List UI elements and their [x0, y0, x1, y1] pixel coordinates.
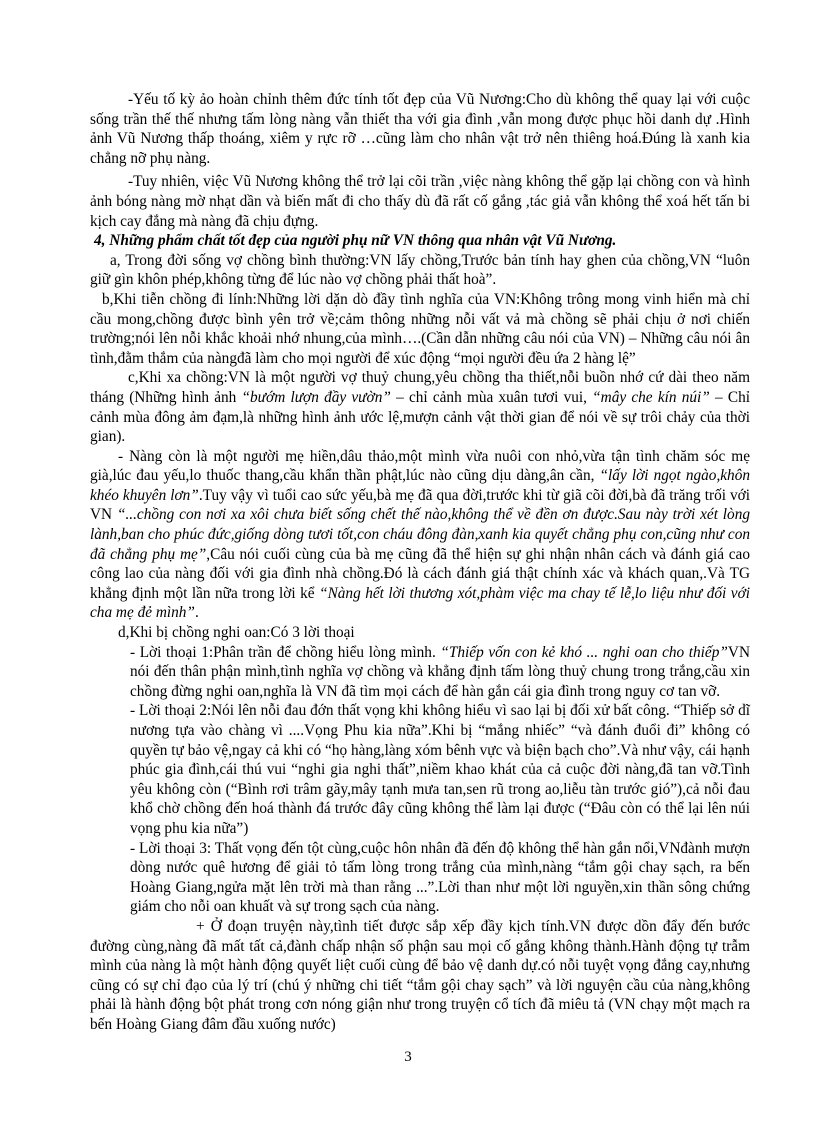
text-run: VN nói đến thân phận mình,tình nghĩa vợ chồng và khẳng định tấm lòng thuỷ chung trong trắng,cầu xin chồng đừng nghi oan,nghĩa là VN đã tìm mọi cách để hàn gắn cái gia đình trong nguy cơ tan vỡ.	[130, 643, 750, 700]
text-run: c,Khi xa chồng:VN là một người vợ thuỷ chung,yêu chồng tha thiết,nỗi buồn nhớ cứ dài theo năm tháng (Những hình ảnh	[90, 369, 750, 406]
paragraph-supernatural-element: -Yếu tố kỳ ảo hoàn chỉnh thêm đức tính tốt đẹp của Vũ Nương:Cho dù không thể quay lại với cuộc sống trần thế thế nhưng tấm lòng nàng vẫn thiết tha với gia đình ,vẫn mong được phục hồi danh dự .Hình ảnh Vũ Nương thấp thoáng, xiêm y rực rỡ …cũng làm cho nhân vật trở nên thiêng hoá.Đúng là xanh kia chẳng nỡ phụ nàng.	[90, 91, 750, 167]
paragraph-dialogue-1	[90, 643, 750, 702]
text-run: .Tuy vậy vì tuổi cao sức yếu,bà mẹ đã qua đời,trước khi từ giã cõi đời,bà đã trăng trối với VN	[90, 486, 750, 524]
paragraph-good-mother	[90, 447, 750, 623]
quote-sweet-words: “lấy lời ngọt ngào,khôn khéo khuyên lơn”	[90, 467, 751, 504]
paragraph-dialogue-2: - Lời thoại 2:Nói lên nỗi đau đớn thất vọng khi không hiểu vì sao lại bị đối xử bất công. “Thiếp sở dĩ nương tựa vào chàng vì ....Vọng Phu kia nữa”.Khi bị “mắng nhiếc” “và đánh đuổi đi” không có quyền tự bảo vệ,ngay cả khi có “họ hàng,làng xóm bênh vực và biện bạch cho”.Và như vậy, cái hạnh phúc gia đình,cái thú vui “nghi gia nghi thất”,niềm khao khát của cả cuộc đời nàng,đã tan vỡ.Tình yêu không còn (“Bình rơi trâm gãy,mây tạnh mưa tan,sen rũ trong ao,liễu tàn trước gió”),cả nỗi đau khổ chờ chồng đến hoá thành đá trước đây cũng không thể làm lại được (“Đâu còn có thể lại lên núi vọng phu kia nữa”)	[130, 702, 750, 837]
paragraph-wrongly-accused: d,Khi bị chồng nghi oan:Có 3 lời thoại	[118, 624, 355, 642]
quote-butterflies: “bướm lượn đầy vườn”	[241, 388, 391, 406]
page-number: 3	[404, 1049, 412, 1065]
quote-dialogue-1: “Thiếp vốn con kẻ khó ... nghi oan cho thiếp”	[440, 643, 728, 661]
paragraph-dialogue-3: - Lời thoại 3: Thất vọng đến tột cùng,cuộc hôn nhân đã đến độ không thể hàn gắn nổi,VNđành mượn dòng nước quê hương để giải tỏ tấm lòng trong trắng của mình,nàng “tắm gội chay sạch, ra bến Hoàng Giang,ngửa mặt lên trời mà than rằng ...”.Lời than như một lời nguyền,xin thần sông chứng giám cho nỗi oan khuất và sự trong sạch của nàng.	[130, 839, 750, 916]
paragraph-analysis: + Ở đoạn truyện này,tình tiết được sắp xếp đầy kịch tính.VN được dồn đẩy đến bước đường cùng,nàng đã mất tất cả,đành chấp nhận số phận sau mọi cố gắng không thành.Hành động tự trẫm mình của nàng là một hành động quyết liệt cuối cùng để bảo vệ danh dự.có nỗi tuyệt vọng đắng cay,nhưng cũng có sự chỉ đạo của lý trí (chú ý những chi tiết “tắm gội chay sạch” và lời nguyện cầu của nàng,không phải là hành động bột phát trong cơn nóng giận như trong truyện cổ tích đã miêu tả (VN chạy một mạch ra bến Hoàng Giang đâm đầu xuống nước)	[90, 917, 750, 1033]
text-run: ,Câu nói cuối cùng của bà mẹ cũng đã thể hiện sự ghi nhận nhân cách và đánh giá cao công lao của nàng đối với gia đình nhà chồng.Đó là cách đánh giá thật chính xác và khách quan,.Và TG khẳng định một lần nữa trong lời kể	[90, 545, 750, 602]
quote-mother-last-words: “...chồng con nơi xa xôi chưa biết sống chết thế nào,không thể về đền ơn được.Sau này trời xét lòng lành,ban cho phúc đức,giống dòng tươi tốt,con cháu đông đàn,xanh kia quyết chẳng phụ con,cũng như con đã chẳng phụ mẹ”	[90, 506, 750, 563]
quote-clouds: “mây che kín núi”	[592, 388, 710, 406]
quote-funeral: “Nàng hết lời thương xót,phàm việc ma chay tế lễ,lo liệu như đối với cha mẹ đẻ mình”	[90, 584, 751, 622]
text-run: - Nàng còn là một người mẹ hiền,dâu thảo,một mình vừa nuôi con nhỏ,vừa tận tình chăm sóc mẹ già,lúc đau yếu,lo thuốc thang,cầu khẩn thần phật,lúc nào cũng dịu dàng,ân cần,	[90, 447, 750, 485]
text-run: .	[194, 604, 199, 622]
text-run: - Lời thoại 1:Phân trần để chồng hiểu lòng mình.	[130, 643, 441, 661]
paragraph-missing-husband	[90, 368, 750, 446]
text-run: – Chỉ cảnh mùa đông ảm đạm,là những hình ảnh ước lệ,mượn cảnh vật thời gian để nói về sự trôi chảy của thời gian).	[90, 388, 750, 446]
paragraph-tragedy-remains: -Tuy nhiên, việc Vũ Nương không thể trở lại cõi trần ,việc nàng không thể gặp lại chồng con và hình ảnh bóng nàng mờ nhạt dần và biến mất đi cho thấy dù đã rất cố gắng ,tác giả vẫn không thể xoá hết tấn bi kịch cay đắng mà nàng đã chịu đựng.	[90, 173, 750, 230]
text-run: – chỉ cảnh mùa xuân tươi vui,	[390, 388, 593, 406]
paragraph-married-life: a, Trong đời sống vợ chồng bình thường:VN lấy chồng,Trước bản tính hay ghen của chồng,VN “luôn giữ gìn khôn phép,không từng để lúc nào vợ chồng phải thất hoà”.	[90, 251, 750, 289]
paragraph-farewell: b,Khi tiễn chồng đi lính:Những lời dặn dò đầy tình nghĩa của VN:Không trông mong vinh hiển mà chỉ cầu mong,chồng được bình yên trở về;cảm thông những nỗi vất vả mà chồng sẽ phải chịu ở nơi chiến trường;nói lên nỗi khắc khoải nhớ nhung,của mình….(Cần dẫn những câu nói của VN) – Những câu nói ân tình,đằm thắm của nàngđã làm cho mọi người để xúc động “mọi người đều ứa 2 hàng lệ”	[90, 290, 750, 367]
section-heading: 4, Những phẩm chất tốt đẹp của người phụ nữ VN thông qua nhân vật Vũ Nương.	[94, 232, 617, 250]
